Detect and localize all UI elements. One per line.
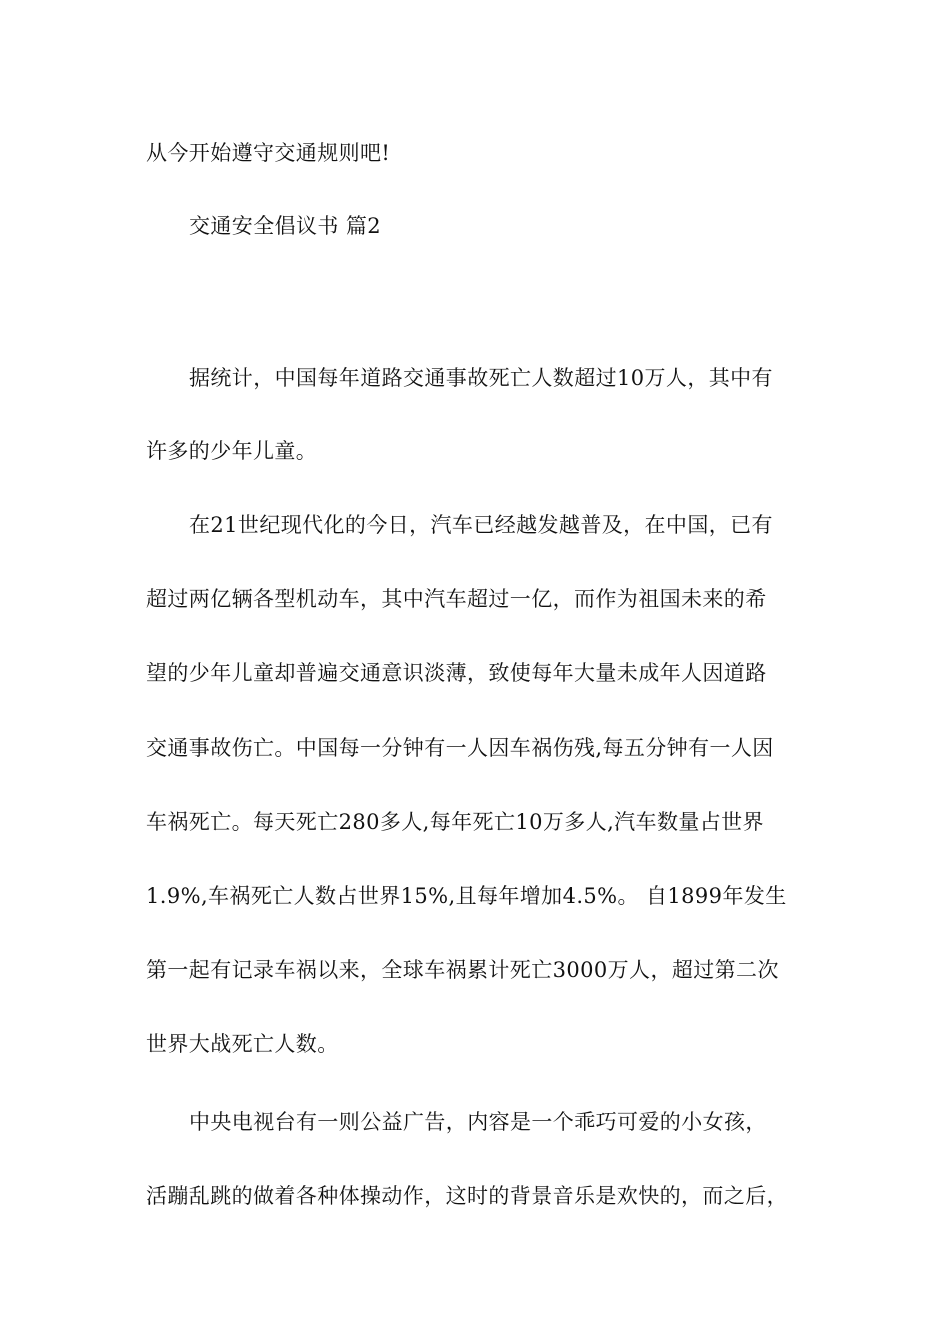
- paragraph-2-line-4: 交通事故伤亡。中国每一分钟有一人因车祸伤残,每五分钟有一人因: [146, 736, 774, 760]
- paragraph-2-line-2: 超过两亿辆各型机动车，其中汽车超过一亿，而作为祖国未来的希: [146, 587, 767, 611]
- section-heading: 交通安全倡议书 篇2: [189, 214, 382, 238]
- paragraph-3-line-2: 活蹦乱跳的做着各种体操动作，这时的背景音乐是欢快的，而之后，: [146, 1184, 788, 1208]
- paragraph-1-line-1: 据统计，中国每年道路交通事故死亡人数超过10万人，其中有: [189, 366, 773, 390]
- paragraph-2-line-5: 车祸死亡。每天死亡280多人,每年死亡10万多人,汽车数量占世界: [146, 810, 764, 834]
- closing-line: 从今开始遵守交通规则吧!: [146, 141, 391, 165]
- paragraph-1-line-2: 许多的少年儿童。: [146, 439, 318, 463]
- paragraph-2-line-8: 世界大战死亡人数。: [146, 1032, 339, 1056]
- paragraph-2-line-1: 在21世纪现代化的今日，汽车已经越发越普及，在中国，已有: [189, 513, 773, 537]
- paragraph-2-line-7: 第一起有记录车祸以来，全球车祸累计死亡3000万人，超过第二次: [146, 958, 779, 982]
- paragraph-2-line-6: 1.9%,车祸死亡人数占世界15%,且每年增加4.5%。 自1899年发生: [146, 884, 787, 908]
- paragraph-2-line-3: 望的少年儿童却普遍交通意识淡薄，致使每年大量未成年人因道路: [146, 661, 767, 685]
- paragraph-3-line-1: 中央电视台有一则公益广告，内容是一个乖巧可爱的小女孩，: [189, 1110, 767, 1134]
